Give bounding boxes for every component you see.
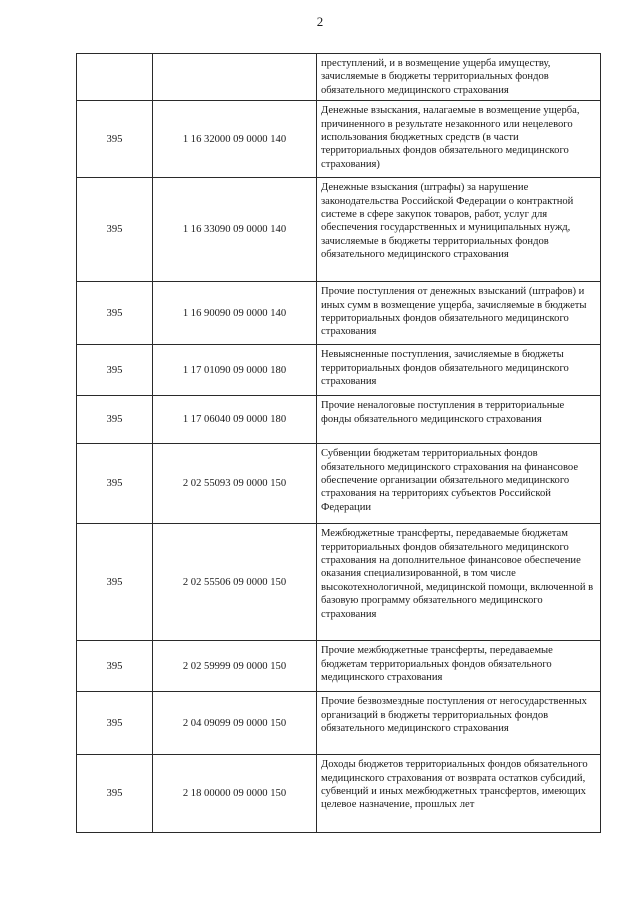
table-row [77, 345, 601, 396]
table-row [77, 178, 601, 282]
budget-code-cell: 2 02 55506 09 0000 150 [153, 524, 317, 641]
table-row [77, 444, 601, 524]
table-row [77, 396, 601, 444]
admin-code-cell: 395 [77, 396, 153, 444]
admin-code-cell: 395 [77, 444, 153, 524]
table-row [77, 755, 601, 833]
revenue-codes-table [76, 53, 601, 833]
table-row [77, 641, 601, 692]
admin-code-cell: 395 [77, 692, 153, 755]
budget-code-cell [153, 54, 317, 101]
budget-code-cell: 2 18 00000 09 0000 150 [153, 755, 317, 833]
table-row [77, 692, 601, 755]
page-number: 2 [316, 14, 324, 29]
table-row [77, 282, 601, 345]
revenue-name-cell: Прочие безвозмездные поступления от негосударственных организаций в бюджеты территориальных фондов обязательного медицинского страхования [317, 692, 601, 755]
admin-code-cell: 395 [77, 641, 153, 692]
budget-code-cell: 1 16 32000 09 0000 140 [153, 101, 317, 178]
revenue-name-cell: Прочие межбюджетные трансферты, передаваемые бюджетам территориальных фондов обязательного медицинского страхования [317, 641, 601, 692]
admin-code-cell: 395 [77, 345, 153, 396]
revenue-name-cell: Невыясненные поступления, зачисляемые в бюджеты территориальных фондов обязательного медицинского страхования [317, 345, 601, 396]
revenue-name-cell: Субвенции бюджетам территориальных фондов обязательного медицинского страхования на финансовое обеспечение организации обязательного медицинского страхования на территориях субъектов Российской Федерации [317, 444, 601, 524]
budget-code-cell: 1 16 33090 09 0000 140 [153, 178, 317, 282]
revenue-name-cell: Прочие поступления от денежных взысканий (штрафов) и иных сумм в возмещение ущерба, зачисляемые в бюджеты территориальных фондов обязательного медицинского страхования [317, 282, 601, 345]
admin-code-cell: 395 [77, 101, 153, 178]
revenue-name-cell: преступлений, и в возмещение ущерба имуществу, зачисляемые в бюджеты территориальных фондов обязательного медицинского страхования [317, 54, 601, 101]
table-row [77, 524, 601, 641]
table-row [77, 54, 601, 101]
revenue-name-cell: Межбюджетные трансферты, передаваемые бюджетам территориальных фондов обязательного медицинского страхования на дополнительное финансовое обеспечение оказания специализированной, в том числе высокотехнологичной, медицинской помощи, включенной в базовую программу обязательного медицинского страхования [317, 524, 601, 641]
budget-code-cell: 2 02 55093 09 0000 150 [153, 444, 317, 524]
budget-code-cell: 1 16 90090 09 0000 140 [153, 282, 317, 345]
admin-code-cell [77, 54, 153, 101]
table-row [77, 101, 601, 178]
revenue-name-cell: Доходы бюджетов территориальных фондов обязательного медицинского страхования от возврата остатков субсидий, субвенций и иных межбюджетных трансфертов, имеющих целевое назначение, прошлых лет [317, 755, 601, 833]
budget-code-cell: 1 17 01090 09 0000 180 [153, 345, 317, 396]
admin-code-cell: 395 [77, 282, 153, 345]
budget-code-cell: 2 04 09099 09 0000 150 [153, 692, 317, 755]
admin-code-cell: 395 [77, 755, 153, 833]
admin-code-cell: 395 [77, 524, 153, 641]
revenue-name-cell: Прочие неналоговые поступления в территориальные фонды обязательного медицинского страхования [317, 396, 601, 444]
budget-code-cell: 1 17 06040 09 0000 180 [153, 396, 317, 444]
admin-code-cell: 395 [77, 178, 153, 282]
budget-code-cell: 2 02 59999 09 0000 150 [153, 641, 317, 692]
revenue-name-cell: Денежные взыскания (штрафы) за нарушение законодательства Российской Федерации о контрактной системе в сфере закупок товаров, работ, услуг для обеспечения государственных и муниципальных нужд, зачисляемые в бюджеты территориальных фондов обязательного медицинского страхования [317, 178, 601, 282]
revenue-name-cell: Денежные взыскания, налагаемые в возмещение ущерба, причиненного в результате незаконного или нецелевого использования бюджетных средств (в части территориальных фондов обязательного медицинского страхования) [317, 101, 601, 178]
